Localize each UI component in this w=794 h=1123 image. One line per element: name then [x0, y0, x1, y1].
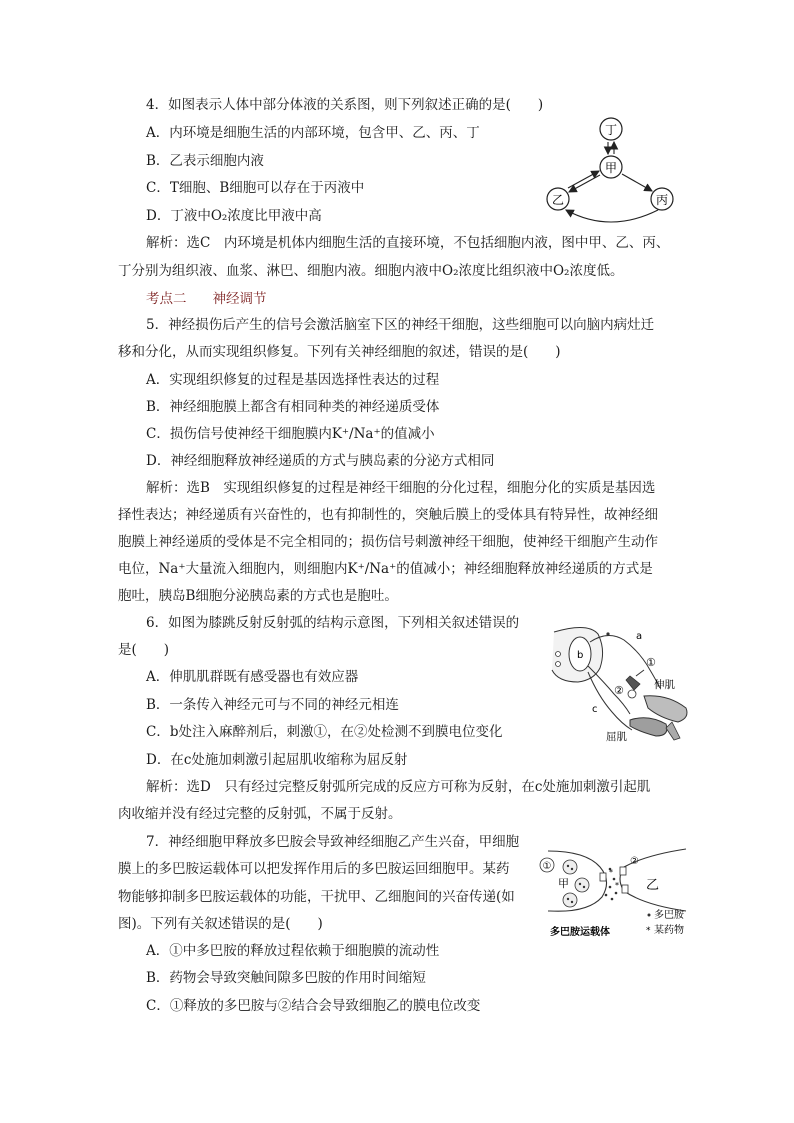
label-carrier: 多巴胺运载体	[550, 927, 610, 938]
q7-option-a: A．①中多巴胺的释放过程依赖于细胞膜的流动性	[146, 943, 440, 959]
q4-option-a: A．内环境是细胞生活的内部环境，包含甲、乙、丙、丁	[146, 125, 480, 141]
q5-option-b: B．神经细胞膜上都含有相同种类的神经递质受体	[146, 399, 440, 415]
label-yi: 乙	[646, 878, 660, 893]
label-jia: 甲	[558, 877, 569, 890]
svg-text:*: *	[615, 881, 619, 890]
body-fluid-diagram	[538, 112, 688, 224]
q6-option-d: D．在c处施加刺激引起屈肌收缩称为屈反射	[146, 752, 408, 768]
q4-option-d: D．丁液中O₂浓度比甲液中高	[146, 208, 322, 224]
label-bing: 丙	[655, 193, 669, 207]
q6-answer-line2: 肉收缩并没有经过完整的反射弧，不属于反射。	[118, 806, 402, 822]
label-yi: 乙	[551, 193, 565, 207]
label-jia: 甲	[604, 161, 618, 175]
q5-option-d: D．神经细胞释放神经递质的方式与胰岛素的分泌方式相同	[146, 453, 495, 469]
q5-stem-line1: 5．神经损伤后产生的信号会激活脑室下区的神经干细胞，这些细胞可以向脑内病灶迁	[146, 317, 655, 333]
q5-answer-line3: 胞膜上神经递质的受体是不完全相同的；损伤信号刺激神经干细胞，使神经干细胞产生动作	[118, 534, 658, 550]
q7-stem-line2: 膜上的多巴胺运载体可以把发挥作用后的多巴胺运回细胞甲。某药	[118, 861, 510, 877]
q5-answer-line4: 电位，Na⁺大量流入细胞内，则细胞内K⁺/Na⁺的值减小；神经细胞释放神经递质的方式是	[118, 561, 653, 577]
q6-stem-line2: 是( )	[118, 642, 170, 658]
q6-stem-line1: 6．如图为膝跳反射反射弧的结构示意图，下列相关叙述错误的	[146, 615, 520, 631]
q7-stem-line4: 图)。下列有关叙述错误的是( )	[118, 916, 323, 932]
q7-stem-line3: 物能够抑制多巴胺运载体的功能，干扰甲、乙细胞间的兴奋传递(如	[118, 889, 515, 905]
q6-option-b: B．一条传入神经元可与不同的神经元相连	[146, 697, 399, 713]
q4-option-c: C．T细胞、B细胞可以存在于丙液中	[146, 180, 365, 196]
q7-stem-line1: 7．神经细胞甲释放多巴胺会导致神经细胞乙产生兴奋，甲细胞	[146, 834, 520, 850]
label-extensor: 伸肌	[654, 679, 675, 691]
svg-text:*: *	[646, 926, 651, 936]
q6-answer-line1: 解析：选D 只有经过完整反射弧所完成的反应方可称为反射，在c处施加刺激引起肌	[146, 779, 651, 795]
q5-answer-line2: 择性表达；神经递质有兴奋性的，也有抑制性的，突触后膜上的受体具有特异性，故神经细	[118, 507, 658, 523]
q7-option-c: C．①释放的多巴胺与②结合会导致细胞乙的膜电位改变	[146, 998, 481, 1014]
q4-option-b: B．乙表示细胞内液	[146, 153, 264, 169]
label-two: ②	[630, 856, 639, 867]
label-one: ①	[542, 861, 552, 872]
label-c: c	[592, 704, 598, 715]
q6-option-a: A．伸肌肌群既有感受器也有效应器	[146, 669, 359, 685]
q4-stem: 4．如图表示人体中部分体液的关系图，则下列叙述正确的是( )	[146, 97, 544, 113]
q6-option-c: C．b处注入麻醉剂后，刺激①，在②处检测不到膜电位变化	[146, 724, 503, 740]
q7-option-b: B．药物会导致突触间隙多巴胺的作用时间缩短	[146, 970, 426, 986]
label-a: a	[636, 631, 643, 642]
dopamine-synapse-diagram	[536, 845, 696, 945]
q4-answer-line1: 解析：选C 内环境是机体内细胞生活的直接环境，不包括细胞内液，图中甲、乙、丙、	[146, 235, 670, 251]
label-ding: 丁	[604, 123, 618, 137]
legend-drug: 某药物	[654, 925, 684, 936]
label-flexor: 屈肌	[606, 731, 627, 743]
q5-answer-line1: 解析：选B 实现组织修复的过程是神经干细胞的分化过程，细胞分化的实质是基因选	[146, 480, 656, 496]
section-label: 考点二	[146, 291, 187, 307]
section-heading	[146, 289, 267, 309]
label-one: ①	[646, 656, 656, 669]
section-title: 神经调节	[212, 291, 267, 307]
svg-text:*: *	[609, 868, 613, 877]
q5-answer-line5: 胞吐，胰岛B细胞分泌胰岛素的方式也是胞吐。	[118, 588, 398, 604]
q5-option-c: C．损伤信号使神经干细胞膜内K⁺/Na⁺的值减小	[146, 426, 435, 442]
q4-answer-line2: 丁分别为组织液、血浆、淋巴、细胞内液。细胞内液中O₂浓度比组织液中O₂浓度低。	[118, 263, 624, 279]
reflex-arc-diagram	[548, 622, 698, 744]
label-two: ②	[614, 684, 624, 697]
legend-dopamine: 多巴胺	[654, 910, 684, 921]
q5-option-a: A．实现组织修复的过程是基因选择性表达的过程	[146, 372, 440, 388]
label-b: b	[577, 650, 584, 661]
q5-stem-line2: 移和分化，从而实现组织修复。下列有关神经细胞的叙述，错误的是( )	[118, 344, 561, 360]
